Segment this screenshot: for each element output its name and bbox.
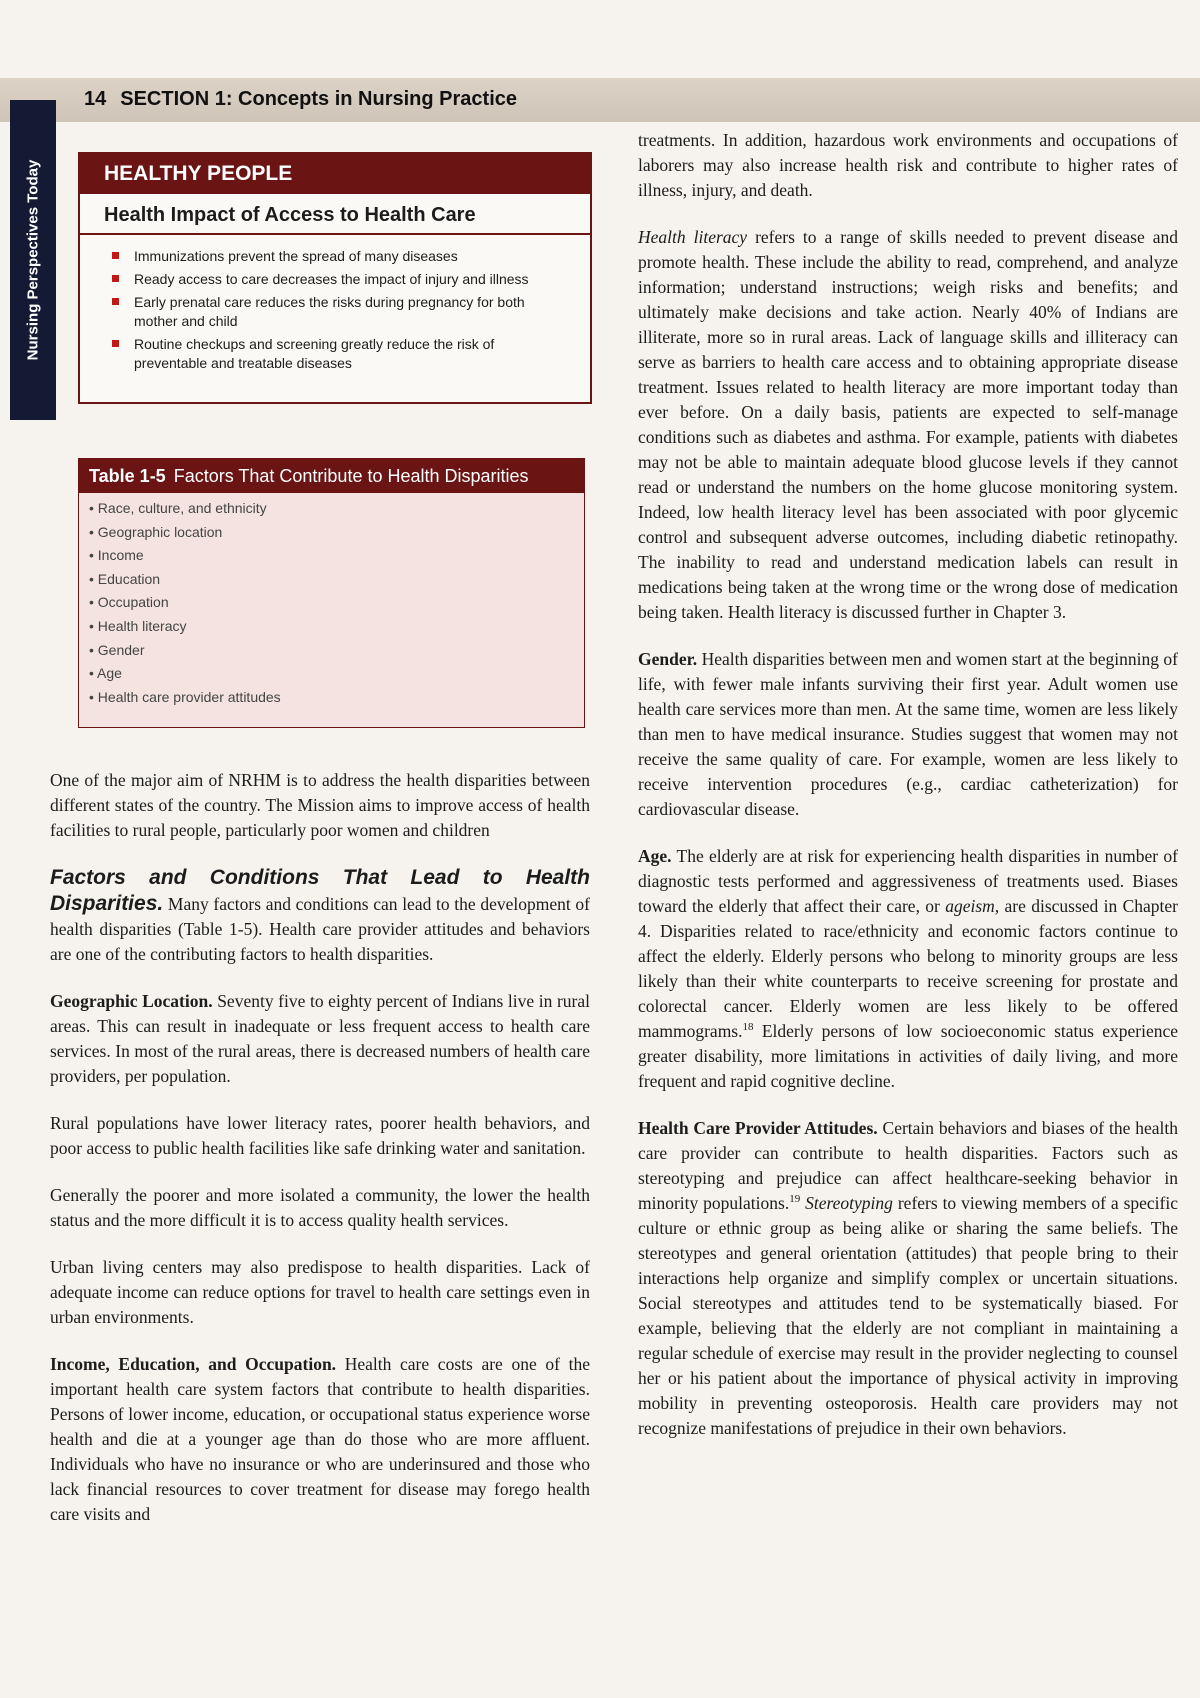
list-item: Ready access to care decreases the impact of injury and illness	[120, 270, 566, 289]
heading-age: Age.	[638, 846, 672, 866]
side-tab-label: Nursing Perspectives Today	[24, 159, 42, 361]
paragraph-factors	[50, 865, 590, 967]
table-title: Factors That Contribute to Health Disparities	[173, 466, 529, 486]
right-column	[638, 128, 1178, 1463]
side-tab	[10, 100, 56, 420]
healthy-people-subtitle: Health Impact of Access to Health Care	[80, 194, 590, 235]
section-title: SECTION 1: Concepts in Nursing Practice	[120, 88, 517, 110]
paragraph-literacy	[638, 225, 1178, 625]
paragraph-rural: Rural populations have lower literacy rates, poorer health behaviors, and poor access to public health facilities like safe drinking water and sanitation.	[50, 1113, 590, 1158]
heading-factors: Factors and Conditions That Lead to Health Disparities.	[50, 866, 590, 915]
page-number: 14	[84, 88, 107, 110]
paragraph-continued: treatments. In addition, hazardous work environments and occupations of laborers may also increase health risk and contribute to higher rates of illness, injury, and death.	[638, 130, 1178, 200]
heading-provider: Health Care Provider Attitudes.	[638, 1118, 878, 1138]
table-label: Table 1-5	[89, 466, 166, 486]
table-factor-list	[79, 497, 584, 709]
paragraph-nrhm: One of the major aim of NRHM is to address the health disparities between different states of the country. The Mission aims to improve access of health facilities to rural people, particularly poor women and children	[50, 770, 590, 840]
reference-number: 19	[789, 1193, 801, 1206]
paragraph-text: are discussed in Chapter 4. Disparities related to race/ethnicity and economic factors continue to affect the elderly. Elderly persons who belong to minority groups are less likely than their white counterparts to receive screening for prostate and colorectal cancer. Elderly women are less likely to be offered mammograms.	[638, 896, 1178, 1041]
list-item: • Race, culture, and ethnicity	[89, 497, 584, 521]
list-item: • Age	[89, 662, 584, 686]
term-ageism: ageism,	[945, 896, 1000, 916]
list-item: • Gender	[89, 639, 584, 663]
paragraph-text: Many factors and conditions can lead to the development of health disparities (Table 1-5). Health care provider attitudes and behaviors are one of the contributing factors to health disparities.	[50, 894, 591, 964]
list-item: • Education	[89, 568, 584, 592]
list-item: • Health care provider attitudes	[89, 686, 584, 710]
paragraph-age	[638, 844, 1178, 1094]
heading-gender: Gender.	[638, 649, 698, 669]
healthy-people-title: HEALTHY PEOPLE	[80, 154, 590, 194]
paragraph-urban: Urban living centers may also predispose to health disparities. Lack of adequate income can reduce options for travel to health care settings even in urban environments.	[50, 1257, 590, 1327]
paragraph-text: Elderly persons of low socioeconomic status experience greater disability, more limitations in activities of daily living, and more frequent and rapid cognitive decline.	[638, 1021, 1179, 1091]
list-item: • Occupation	[89, 591, 584, 615]
paragraph-text: Seventy five to eighty percent of Indians live in rural areas. This can result in inadequate or less frequent access to health care services. In most of the rural areas, there is decreased numbers of health care providers, per population.	[50, 991, 590, 1086]
paragraph-generally: Generally the poorer and more isolated a community, the lower the health status and the more difficult it is to access quality health services.	[50, 1185, 590, 1230]
healthy-people-box	[78, 152, 592, 404]
term-stereotyping: Stereotyping	[805, 1193, 893, 1213]
paragraph-provider	[638, 1116, 1178, 1441]
list-item: Immunizations prevent the spread of many diseases	[120, 247, 566, 266]
paragraph-gender	[638, 647, 1178, 822]
list-item: • Income	[89, 544, 584, 568]
section-header	[84, 88, 517, 111]
paragraph-text: Health care costs are one of the important health care system factors that contribute to health disparities. Persons of lower income, education, or occupational status experience worse health and die at a younger age than do those who are more affluent. Individuals who have no insurance or who are underinsured and those who lack financial resources to cover treatment for disease may forego health care visits and	[50, 1354, 590, 1524]
healthy-people-list	[80, 247, 590, 373]
reference-number: 18	[742, 1021, 754, 1034]
heading-geographic: Geographic Location.	[50, 991, 213, 1011]
paragraph-income	[50, 1352, 590, 1527]
list-item: • Geographic location	[89, 521, 584, 545]
heading-income: Income, Education, and Occupation.	[50, 1354, 337, 1374]
list-item: Routine checkups and screening greatly reduce the risk of preventable and treatable diseases	[120, 335, 566, 373]
paragraph-text: refers to viewing members of a specific culture or ethnic group as being alike or sharing the same beliefs. The stereotypes and general orientation (attitudes) that people bring to their interactions help organize and simplify complex or uncertain situations. Social stereotypes and attitudes tend to be systematically biased. For example, believing that the elderly are not compliant in maintaining a regular schedule of exercise may result in the provider neglecting to counsel her or his patient about the importance of physical activity in improving mobility in preventing osteoporosis. Health care providers may not recognize manifestations of prejudice in their own behaviors.	[638, 1193, 1178, 1438]
term-health-literacy: Health literacy	[638, 227, 748, 247]
paragraph-text: The elderly are at risk for experiencing health disparities in number of diagnostic tests performed and aggressiveness of treatments used. Biases toward the elderly that affect their care, or	[638, 846, 1179, 916]
list-item: Early prenatal care reduces the risks during pregnancy for both mother and child	[120, 293, 566, 331]
table-1-5	[78, 458, 585, 728]
list-item: • Health literacy	[89, 615, 584, 639]
paragraph-text: Certain behaviors and biases of the health care provider can contribute to health disparities. Factors such as stereotyping and prejudice can affect healthcare-seeking behavior in minority populations.	[638, 1118, 1178, 1213]
paragraph-text: refers to a range of skills needed to prevent disease and promote health. These include the ability to read, comprehend, and analyze information; understand instructions; weigh risks and benefits; and ultimately make decisions and take action. Nearly 40% of Indians are illiterate, more so in rural areas. Lack of language skills and illiteracy can serve as barriers to health care access and to obtaining appropriate disease treatment. Issues related to health literacy are more important today than ever before. On a daily basis, patients are expected to self-manage conditions such as diabetes and asthma. For example, patients with diabetes may not be able to maintain adequate blood glucose levels if they cannot read or understand the numbers on the home glucose monitoring system. Indeed, low health literacy level has been associated with poor glycemic control and subsequent adverse outcomes, including diabetic retinopathy. The inability to read and understand medication labels can result in medications being taken at the wrong time or the wrong dose of medication being taken. Health literacy is discussed further in Chapter 3.	[638, 227, 1179, 622]
paragraph-text: Health disparities between men and women start at the beginning of life, with fewer male infants surviving their first year. Adult women use health care services more than men. At the same time, women are less likely than men to have medical insurance. Studies suggest that women may not receive the same quality of care. For example, women are less likely to receive intervention procedures (e.g., cardiac catheterization) for cardiovascular disease.	[638, 649, 1178, 819]
paragraph-geographic	[50, 989, 590, 1089]
table-title-bar	[79, 459, 584, 493]
left-column	[50, 768, 590, 1549]
